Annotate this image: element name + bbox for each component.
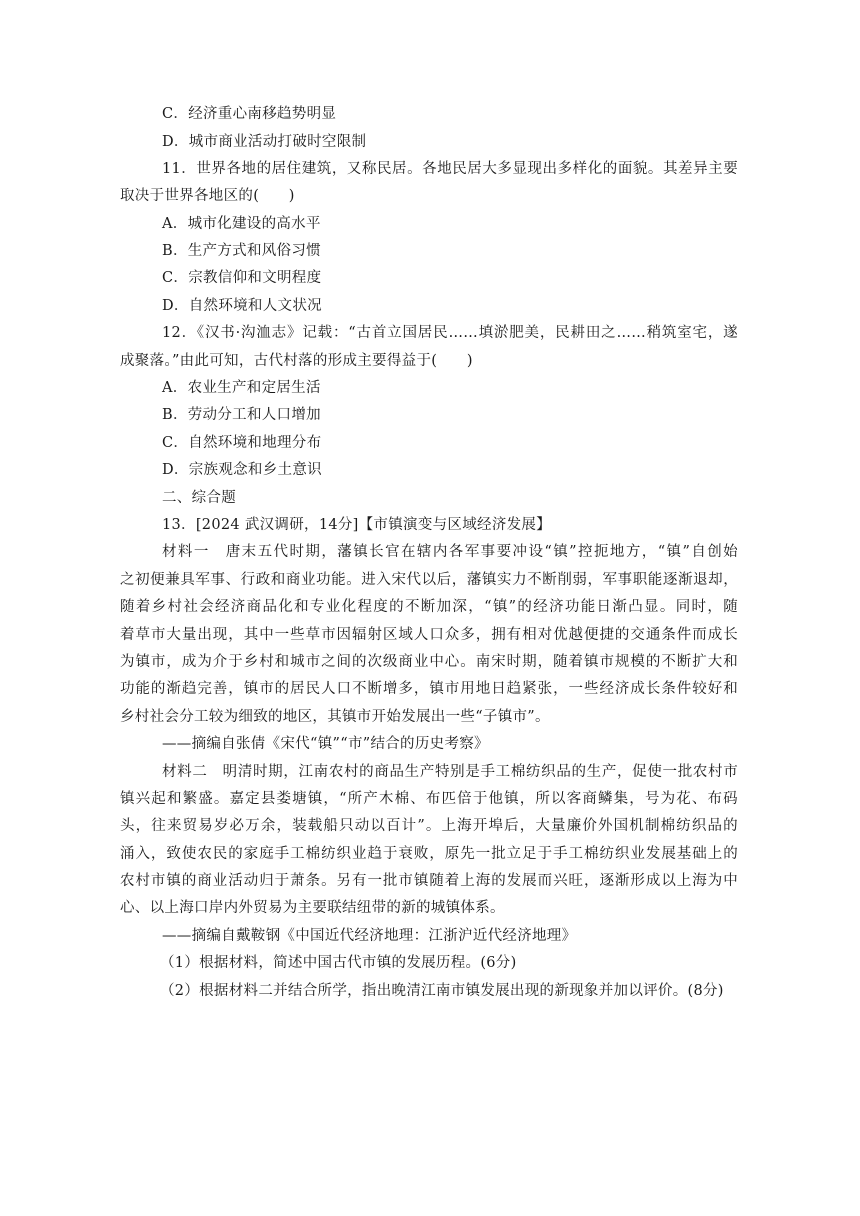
- q13-header: 13．[2024 武汉调研，14分]【市镇演变与区域经济发展】: [162, 517, 552, 533]
- material1-line: 材料一 唐末五代时期，藩镇长官在辖内各军事要冲设“镇”控扼地方，“镇”自创始: [162, 544, 738, 560]
- material1-line: 功能的渐趋完善，镇市的居民人口不断增多，镇市用地日趋紧张，一些经济成长条件较好和: [120, 681, 738, 697]
- material2-line: 材料二 明清时期，江南农村的商品生产特别是手工棉纺织品的生产，促使一批农村市: [162, 764, 738, 780]
- material2-line: 头，往来贸易岁必万余，装载船只动以百计”。上海开埠后，大量廉价外国机制棉纺织品的: [120, 818, 738, 834]
- q12-option-a: A．农业生产和定居生活: [162, 380, 321, 396]
- material1-line: 为镇市，成为介于乡村和城市之间的次级商业中心。南宋时期，随着镇市规模的不断扩大和: [120, 654, 738, 670]
- material1-line: 之初便兼具军事、行政和商业功能。进入宋代以后，藩镇实力不断削弱，军事职能逐渐退却，: [120, 572, 738, 588]
- q11-option-b: B．生产方式和风俗习惯: [162, 243, 321, 259]
- q12-option-d: D．宗族观念和乡土意识: [162, 462, 322, 478]
- q10-option-c: C．经济重心南移趋势明显: [162, 106, 337, 122]
- material2-line: 心、以上海口岸内外贸易为主要联结纽带的新的城镇体系。: [120, 900, 505, 916]
- section-heading: 二、综合题: [162, 490, 236, 506]
- q11-option-a: A．城市化建设的高水平: [162, 216, 321, 232]
- q13-subquestion-2: （2）根据材料二并结合所学，指出晚清江南市镇发展出现的新现象并加以评价。(8分): [160, 983, 724, 999]
- material2-line: 涌入，致使农民的家庭手工棉纺织业趋于衰败，原先一批立足于手工棉纺织业发展基础上的: [120, 846, 738, 862]
- material1-source: ——摘编自张倩《宋代“镇”“市”结合的历史考察》: [162, 736, 489, 752]
- q11-option-d: D．自然环境和人文状况: [162, 298, 322, 314]
- q12-stem-line2: 成聚落。”由此可知，古代村落的形成主要得益于( ): [120, 353, 473, 369]
- q12-option-b: B．劳动分工和人口增加: [162, 407, 321, 423]
- q11-stem-line1: 11．世界各地的居住建筑，又称民居。各地民居大多显现出多样化的面貌。其差异主要: [162, 161, 738, 177]
- material1-line: 着草市大量出现，其中一些草市因辐射区域人口众多，拥有相对优越便捷的交通条件而成长: [120, 627, 738, 643]
- q11-option-c: C．宗教信仰和文明程度: [162, 270, 322, 286]
- material2-source: ——摘编自戴鞍钢《中国近代经济地理：江浙沪近代经济地理》: [162, 928, 577, 944]
- q12-option-c: C．自然环境和地理分布: [162, 435, 322, 451]
- q13-subquestion-1: （1）根据材料，简述中国古代市镇的发展历程。(6分): [160, 955, 517, 971]
- material1-line: 随着乡村社会经济商品化和专业化程度的不断加深，“镇”的经济功能日渐凸显。同时，随: [120, 599, 738, 615]
- q12-stem-line1: 12．《汉书·沟洫志》记载：“古首立国居民……填淤肥美，民耕田之……稍筑室宅，遂: [162, 325, 738, 341]
- q10-option-d: D．城市商业活动打破时空限制: [162, 134, 367, 150]
- material1-line: 乡村社会分工较为细致的地区，其镇市开始发展出一些“子镇市”。: [120, 709, 550, 725]
- material2-line: 镇兴起和繁盛。嘉定县娄塘镇，“所产木棉、布匹倍于他镇，所以客商鳞集，号为花、布码: [120, 791, 738, 807]
- q11-stem-line2: 取决于世界各地区的( ): [120, 188, 295, 204]
- material2-line: 农村市镇的商业活动归于萧条。另有一批市镇随着上海的发展而兴旺，逐渐形成以上海为中: [120, 873, 738, 889]
